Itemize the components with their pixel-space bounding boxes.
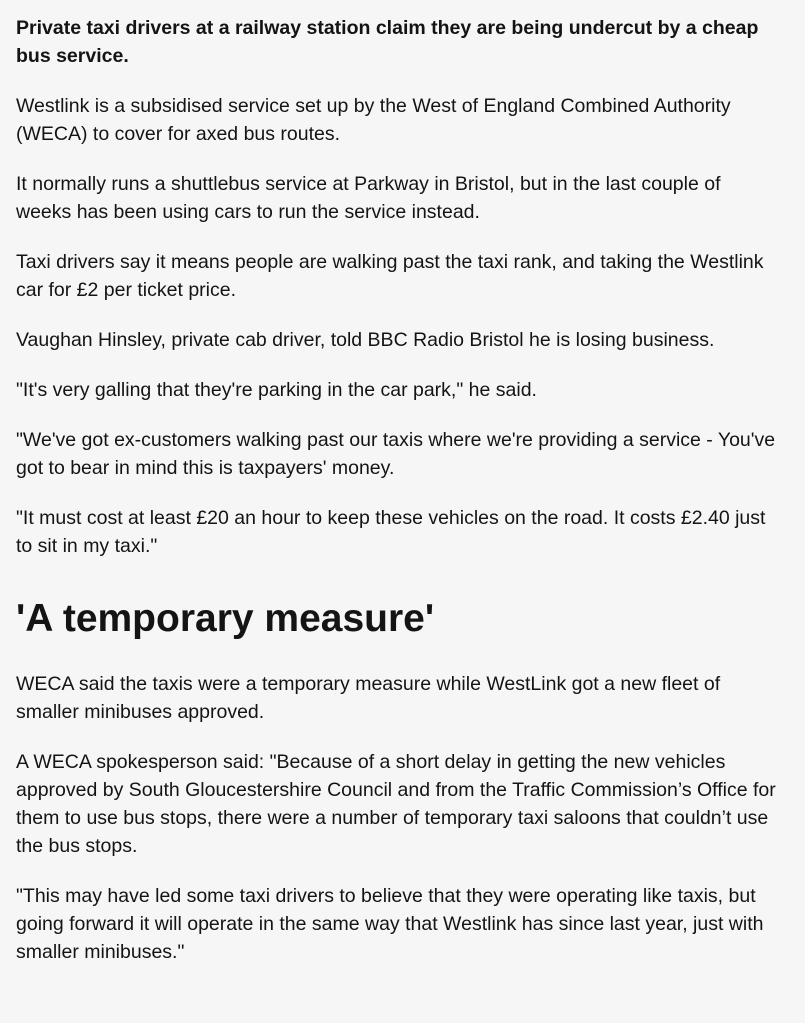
article-quote: "We've got ex-customers walking past our taxis where we're providing a service - You've got to bear in mind this is taxpayers' money. [16,429,776,479]
article-quote: "It's very galling that they're parking in the car park," he said. [16,379,537,401]
article-paragraph: Taxi drivers say it means people are walking past the taxi rank, and taking the Westlink car for £2 per ticket price. [16,251,764,301]
article-lead: Private taxi drivers at a railway station claim they are being undercut by a cheap bus service. [16,17,759,67]
article-paragraph: WECA said the taxis were a temporary measure while WestLink got a new fleet of smaller minibuses approved. [16,673,721,723]
article-quote: "It must cost at least £20 an hour to keep these vehicles on the road. It costs £2.40 just to sit in my taxi." [16,507,766,557]
article-paragraph: Westlink is a subsidised service set up by the West of England Combined Authority (WECA) to cover for axed bus routes. [16,95,731,145]
article-quote: A WECA spokesperson said: "Because of a short delay in getting the new vehicles approved by South Gloucestershire Council and from the Traffic Commission’s Office for them to use bus stops, there were a number of temporary taxi saloons that couldn’t use the bus stops. [16,751,776,857]
article-paragraph: Vaughan Hinsley, private cab driver, told BBC Radio Bristol he is losing business. [16,329,715,351]
article-paragraph: It normally runs a shuttlebus service at Parkway in Bristol, but in the last couple of weeks has been using cars to run the service instead. [16,173,721,223]
article-subheading: 'A temporary measure' [16,597,435,640]
article-quote: "This may have led some taxi drivers to believe that they were operating like taxis, but going forward it will operate in the same way that Westlink has since last year, just with smaller minibuses." [16,885,764,963]
